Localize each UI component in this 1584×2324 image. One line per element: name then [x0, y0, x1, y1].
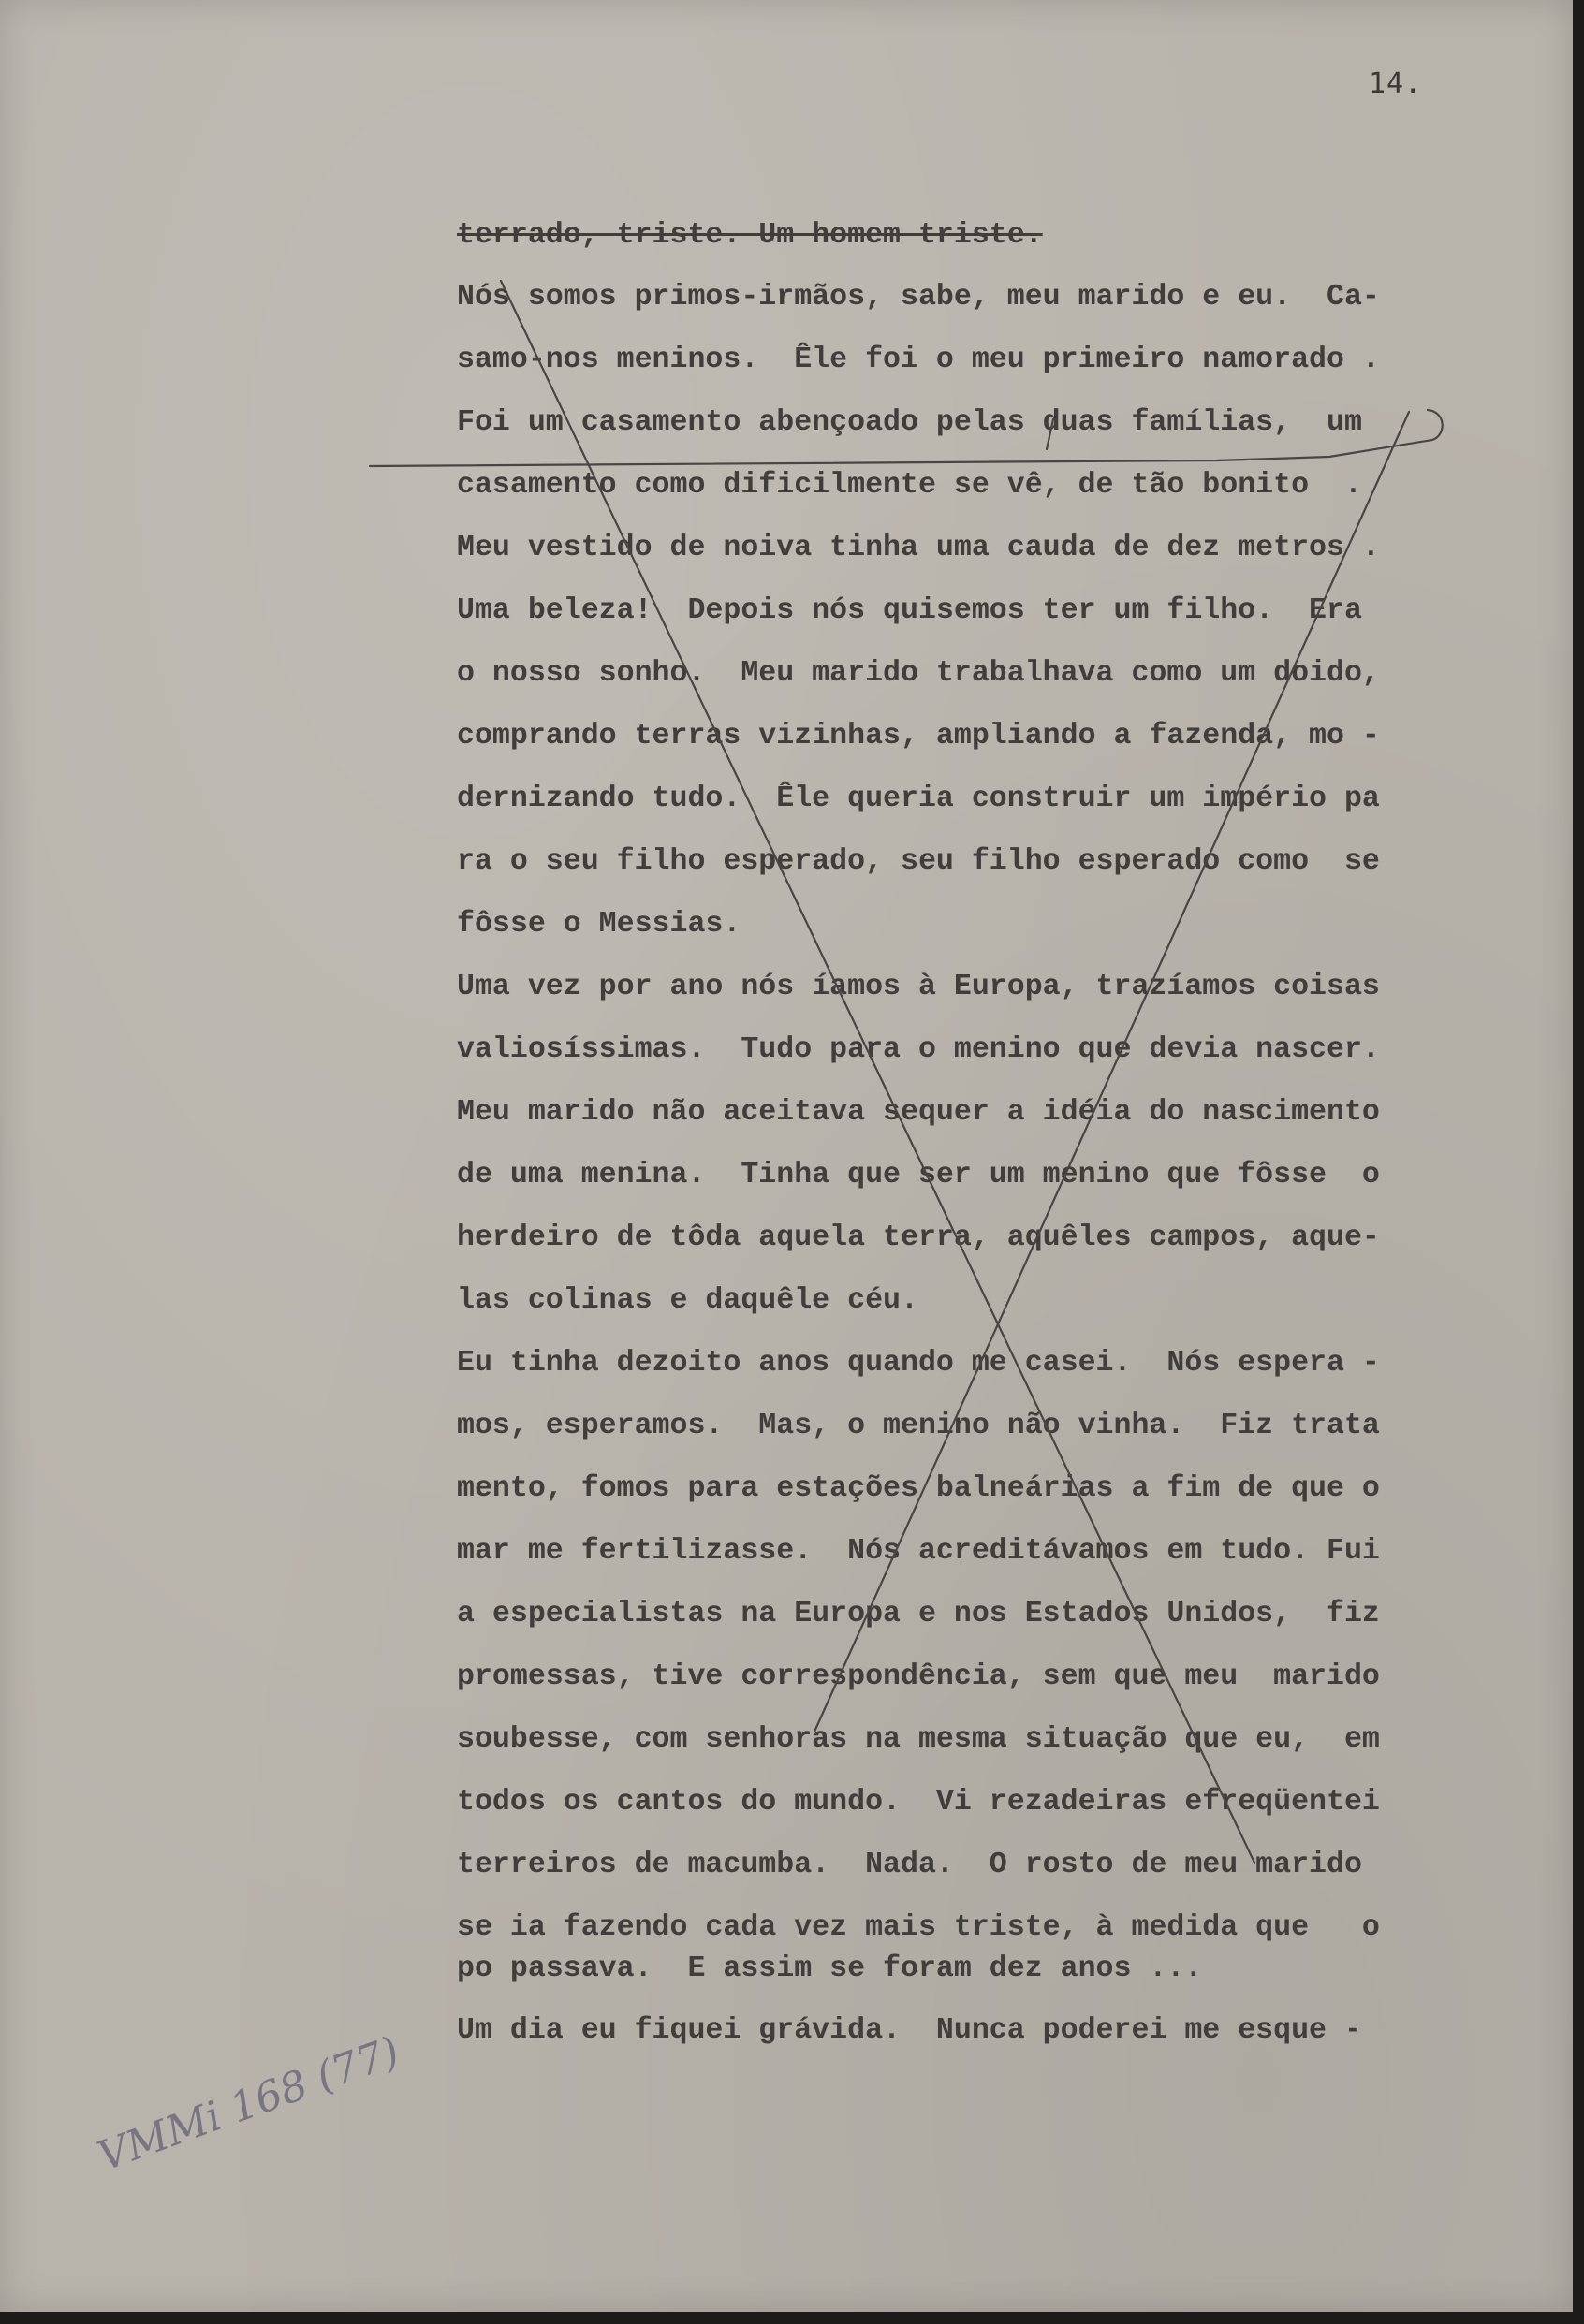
text-line: comprando terras vizinhas, ampliando a fazenda, mo -: [457, 720, 1380, 753]
page-number: 14.: [1369, 67, 1423, 100]
text-line: de uma menina. Tinha que ser um menino que fôsse o: [457, 1159, 1380, 1191]
handwritten-archive-note: VMMi 168 (77): [92, 2027, 406, 2181]
text-line: casamento como dificilmente se vê, de tão bonito .: [457, 469, 1362, 502]
text-line: Uma beleza! Depois nós quisemos ter um filho. Era: [457, 594, 1362, 627]
text-line: Um dia eu fiquei grávida. Nunca poderei me esque -: [457, 2014, 1362, 2047]
text-line: mar me fertilizasse. Nós acreditávamos em tudo. Fui: [457, 1535, 1380, 1568]
text-line: valiosíssimas. Tudo para o menino que devia nascer.: [457, 1033, 1380, 1066]
text-line: se ia fazendo cada vez mais triste, à medida que o: [457, 1911, 1380, 1944]
text-line: promessas, tive correspondência, sem que meu marido: [457, 1660, 1380, 1693]
text-line: herdeiro de tôda aquela terra, aquêles campos, aque-: [457, 1221, 1380, 1254]
scan-edge-right: [1573, 0, 1584, 2324]
text-line: mento, fomos para estações balneárias a fim de que o: [457, 1472, 1380, 1505]
text-line: Uma vez por ano nós íamos à Europa, trazíamos coisas: [457, 971, 1380, 1003]
text-line: Meu marido não aceitava sequer a idéia do nascimento: [457, 1096, 1380, 1129]
text-line: soubesse, com senhoras na mesma situação que eu, em: [457, 1723, 1380, 1756]
text-line: Foi um casamento abençoado pelas duas famílias, um: [457, 406, 1362, 439]
text-line: fôsse o Messias.: [457, 908, 741, 941]
text-line: Eu tinha dezoito anos quando me casei. Nós espera -: [457, 1347, 1380, 1380]
text-line: todos os cantos do mundo. Vi rezadeiras efreqüentei: [457, 1786, 1380, 1819]
text-line: ra o seu filho esperado, seu filho esperado como se: [457, 845, 1380, 878]
text-line: po passava. E assim se foram dez anos ...: [457, 1952, 1203, 1985]
text-line: Nós somos primos-irmãos, sabe, meu marido e eu. Ca-: [457, 281, 1380, 314]
text-line: las colinas e daquêle céu.: [457, 1284, 918, 1317]
scan-edge-bottom: [0, 2312, 1584, 2324]
text-line: samo-nos meninos. Êle foi o meu primeiro namorado .: [457, 343, 1380, 376]
text-line: terrado, triste. Um homem triste.: [457, 219, 1043, 252]
text-line: terreiros de macumba. Nada. O rosto de meu marido: [457, 1849, 1362, 1881]
text-line: Meu vestido de noiva tinha uma cauda de dez metros .: [457, 532, 1380, 564]
text-line: mos, esperamos. Mas, o menino não vinha. Fiz trata: [457, 1410, 1380, 1442]
text-line: dernizando tudo. Êle queria construir um império pa: [457, 782, 1380, 815]
text-line: o nosso sonho. Meu marido trabalhava como um doido,: [457, 657, 1380, 690]
text-line: a especialistas na Europa e nos Estados Unidos, fiz: [457, 1598, 1380, 1630]
